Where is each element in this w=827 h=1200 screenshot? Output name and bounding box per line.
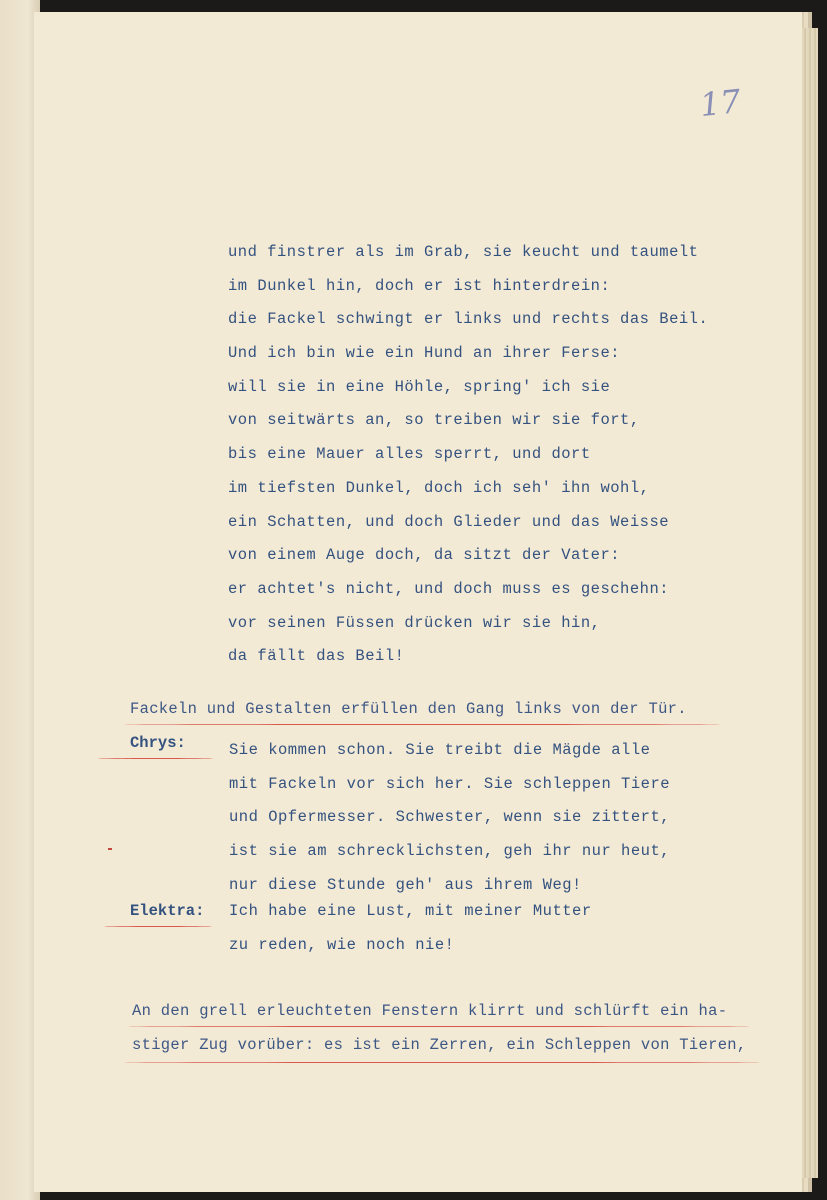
speaker-elektra: Elektra: <box>130 902 205 920</box>
verse-line: da fällt das Beil! <box>228 647 405 666</box>
red-underline <box>122 724 722 725</box>
speech-line: zu reden, wie noch nie! <box>229 935 455 954</box>
verse-line: vor seinen Füssen drücken wir sie hin, <box>228 613 601 632</box>
red-underline <box>126 1026 752 1027</box>
speech-line: Ich habe eine Lust, mit meiner Mutter <box>229 902 592 920</box>
verse-line: von seitwärts an, so treiben wir sie fort, <box>228 411 640 430</box>
speech-line: und Opfermesser. Schwester, wenn sie zittert, <box>229 808 671 827</box>
stage-direction: stiger Zug vorüber: es ist ein Zerren, ein Schleppen von Tieren, <box>132 1036 747 1054</box>
stage-direction: Fackeln und Gestalten erfüllen den Gang links von der Tür. <box>130 700 687 718</box>
verse-line: im tiefsten Dunkel, doch ich seh' ihn wohl, <box>228 478 650 497</box>
page-number: 17 <box>698 81 743 125</box>
red-underline <box>98 758 213 759</box>
speech-line: mit Fackeln vor sich her. Sie schleppen Tiere <box>229 774 671 793</box>
verse-line: bis eine Mauer alles sperrt, und dort <box>228 445 591 464</box>
chrys-speech <box>229 734 670 902</box>
stage-direction: An den grell erleuchteten Fenstern klirrt und schlürft ein ha- <box>132 1002 728 1020</box>
speech-line: nur diese Stunde geh' aus ihrem Weg! <box>229 875 582 894</box>
red-tick-mark <box>108 848 112 850</box>
verse-line: er achtet's nicht, und doch muss es geschehn: <box>228 579 670 598</box>
verse-line: und finstrer als im Grab, sie keucht und taumelt <box>228 243 699 261</box>
red-underline <box>122 1062 762 1063</box>
speech-line: ist sie am schrecklichsten, geh ihr nur heut, <box>229 842 671 861</box>
verse-line: Und ich bin wie ein Hund an ihrer Ferse: <box>228 344 621 363</box>
speaker-chrys: Chrys: <box>130 734 186 752</box>
verse-line: die Fackel schwingt er links und rechts das Beil. <box>228 310 709 329</box>
verse-line: will sie in eine Höhle, spring' ich sie <box>228 377 611 396</box>
red-underline <box>104 926 212 927</box>
elektra-speech <box>229 895 592 962</box>
verse-line: im Dunkel hin, doch er ist hinterdrein: <box>228 276 611 295</box>
verse-line: von einem Auge doch, da sitzt der Vater: <box>228 546 621 565</box>
verse-block <box>228 236 708 674</box>
verse-line: ein Schatten, und doch Glieder und das Weisse <box>228 512 670 531</box>
speech-line: Sie kommen schon. Sie treibt die Mägde alle <box>229 741 651 759</box>
page-stack-edge <box>802 28 818 1178</box>
